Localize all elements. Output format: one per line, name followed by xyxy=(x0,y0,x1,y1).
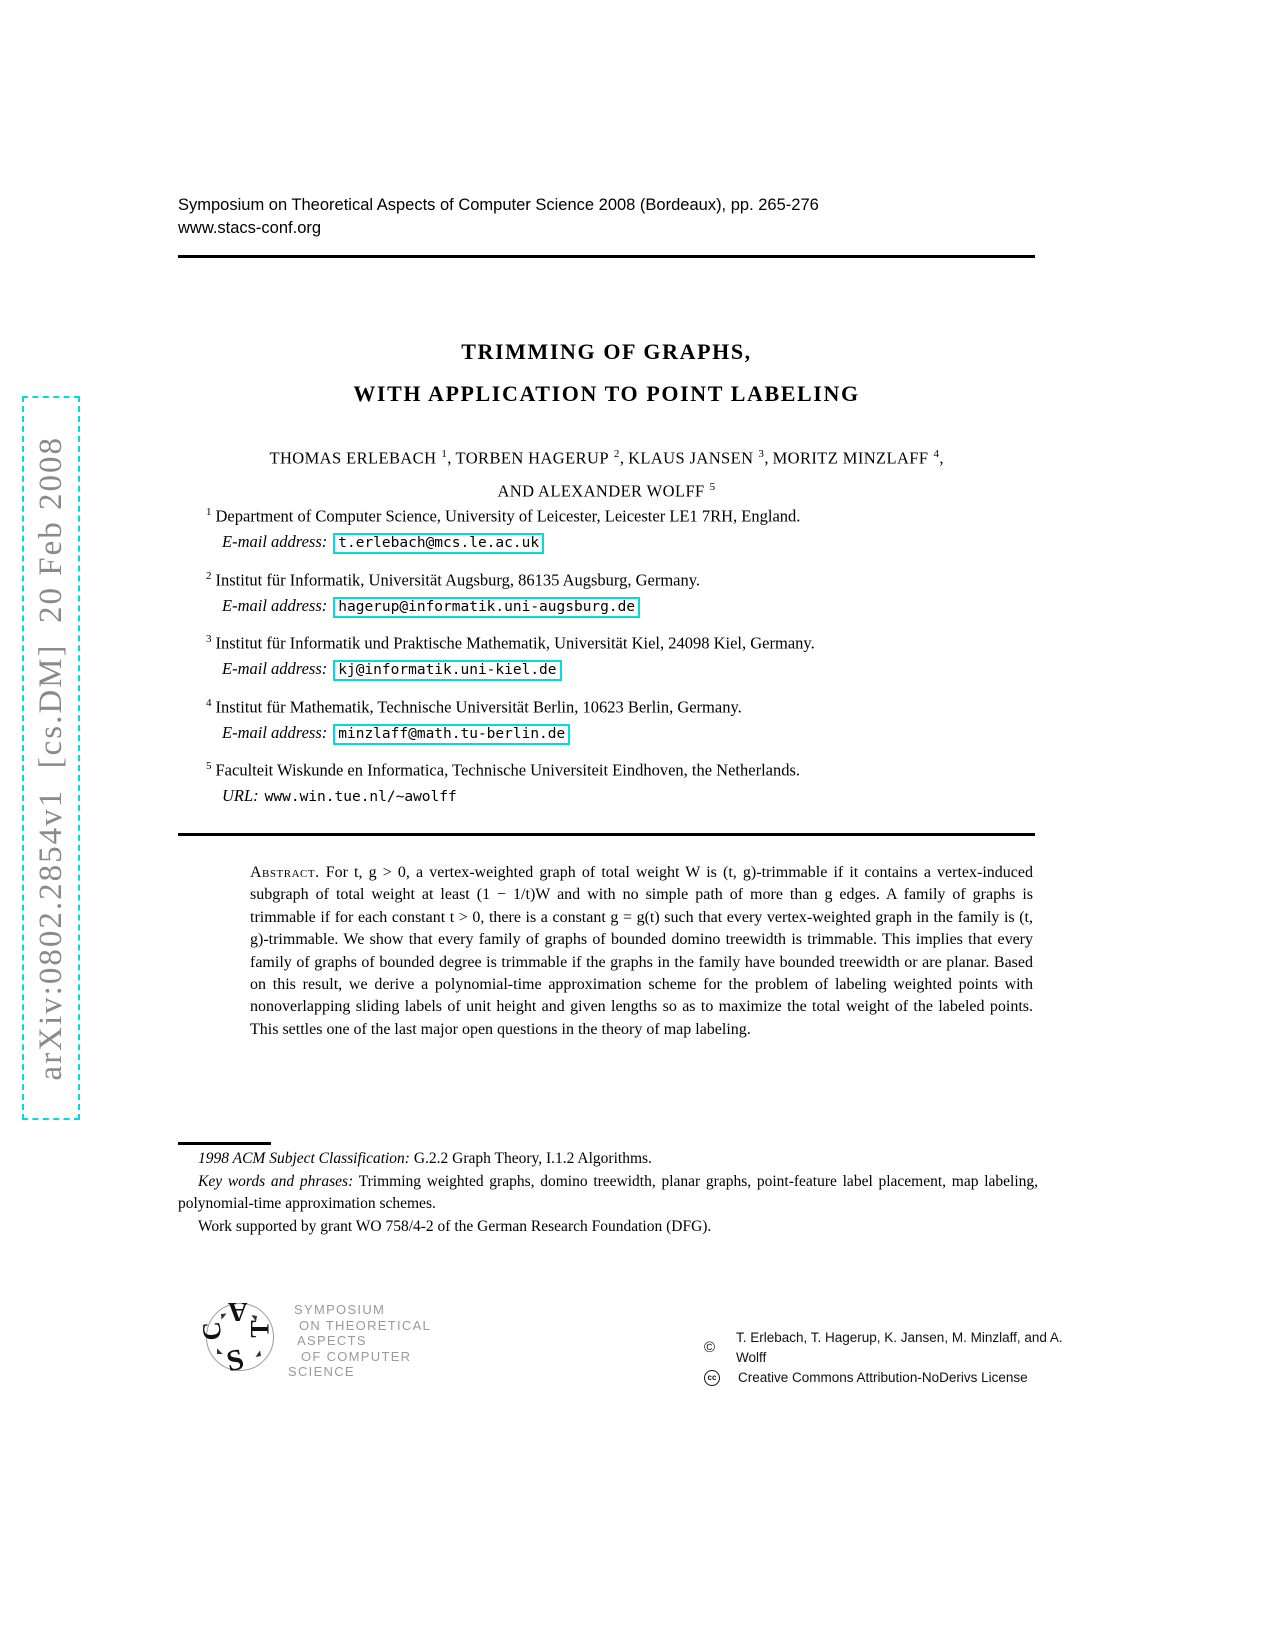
logo-letter-s: S xyxy=(223,1342,247,1379)
acm-classification xyxy=(178,1148,1038,1171)
license-text: Creative Commons Attribution-NoDerivs License xyxy=(738,1370,1028,1385)
author-separator: , xyxy=(447,448,456,468)
logo-letter-c: C xyxy=(196,1320,228,1342)
funding-note xyxy=(178,1216,1038,1239)
conference-url: www.stacs-conf.org xyxy=(178,219,322,237)
affil-text: Institut für Mathematik, Technische Universität Berlin, 10623 Berlin, Germany. xyxy=(215,697,742,716)
copyright-holders: T. Erlebach, T. Hagerup, K. Jansen, M. Minzlaff, and A. Wolff xyxy=(735,1330,1063,1365)
logo-arrow-icon xyxy=(255,1350,266,1361)
logo-letter-t: T xyxy=(245,1320,275,1338)
email-link[interactable]: minzlaff@math.tu-berlin.de xyxy=(333,724,570,745)
email-link[interactable]: kj@informatik.uni-kiel.de xyxy=(333,660,561,681)
email-link[interactable]: hagerup@informatik.uni-augsburg.de xyxy=(333,597,640,618)
author-affil-mark: 5 xyxy=(709,480,716,493)
funding-note-text: Work supported by grant WO 758/4-2 of the German Research Foundation (DFG). xyxy=(198,1217,712,1235)
wordmark-line: ON THEORETICAL xyxy=(299,1317,432,1333)
author-line-1 xyxy=(158,440,1055,473)
abstract-label: Abstract. xyxy=(250,864,320,881)
footnote-block xyxy=(178,1148,1038,1238)
affiliation-list xyxy=(200,500,1040,818)
keywords xyxy=(178,1171,1038,1216)
author-affil-mark: 2 xyxy=(613,448,620,460)
logo-arrow-icon xyxy=(215,1308,226,1319)
affiliation-4 xyxy=(200,691,1040,748)
email-label: E-mail address: xyxy=(222,722,328,742)
keywords-label: Key words and phrases: xyxy=(198,1172,354,1190)
arxiv-identifier: arXiv:0802.2854v1 [cs.DM] 20 Feb 2008 xyxy=(32,435,69,1081)
title-block-rule xyxy=(178,833,1035,836)
email-link[interactable]: t.erlebach@mcs.le.ac.uk xyxy=(333,533,544,554)
abstract-body: For t, g > 0, a vertex-weighted graph of total weight W is (t, g)-trimmable if it contains a vertex-induced subgraph of total weight at least (1 − 1/t)W and with no simple path of more than g edges. A family of graphs is trimmable if for each constant t > 0, there is a constant g = g(t) such that every vertex-weighted graph in the family is (t, g)-trimmable. We show that every family of graphs of bounded domino treewidth is trimmable. This implies that every family of graphs of bounded degree is trimmable if the graphs in the family have bounded treewidth or are planar. Based on this result, we derive a polynomial-time approximation scheme for the problem of labeling weighted points with nonoverlapping sliding labels of unit height and given lengths so as to maximize the total weight of the labeled points. This settles one of the last major open questions in the theory of map labeling. xyxy=(250,864,1033,1038)
arxiv-stamp-box xyxy=(22,396,80,1120)
author-affil-mark: 1 xyxy=(441,448,448,460)
affil-number: 4 xyxy=(206,696,212,709)
affil-number: 3 xyxy=(206,633,212,645)
logo-arrow-icon xyxy=(211,1348,222,1359)
author-affil-mark: 3 xyxy=(758,448,765,460)
email-label: E-mail address: xyxy=(222,532,328,551)
proceedings-header xyxy=(178,194,1035,240)
author-name: MORITZ MINZLAFF xyxy=(772,448,929,468)
logo-letter-a: A xyxy=(228,1297,248,1327)
email-label: E-mail address: xyxy=(222,659,328,678)
url-label: URL: xyxy=(222,786,259,805)
wordmark-line: SCIENCE xyxy=(288,1364,355,1379)
acm-classification-label: 1998 ACM Subject Classification: xyxy=(198,1150,410,1167)
affil-text: Faculteit Wiskunde en Informatica, Technische Universiteit Eindhoven, the Netherlands. xyxy=(215,760,801,780)
affil-number: 1 xyxy=(206,506,212,518)
author-separator: , xyxy=(619,448,629,468)
affiliation-3 xyxy=(200,627,1040,684)
title-line-1: TRIMMING OF GRAPHS, xyxy=(461,339,752,364)
affil-number: 5 xyxy=(206,760,212,772)
email-label: E-mail address: xyxy=(222,595,328,615)
affiliation-1 xyxy=(200,500,1040,557)
affiliation-5 xyxy=(200,754,1040,811)
title-line-2: WITH APPLICATION TO POINT LABELING xyxy=(353,381,860,406)
author-list xyxy=(158,440,1055,505)
stacs-wordmark xyxy=(288,1302,431,1380)
header-rule xyxy=(178,255,1035,258)
author-name: TORBEN HAGERUP xyxy=(455,448,609,468)
proceedings-line: Symposium on Theoretical Aspects of Computer Science 2008 (Bordeaux), pp. 265-276 xyxy=(178,196,819,214)
acm-classification-text: G.2.2 Graph Theory, I.1.2 Algorithms. xyxy=(409,1150,652,1167)
license-line xyxy=(700,1368,1075,1388)
footnote-rule xyxy=(178,1142,271,1145)
abstract xyxy=(250,862,1033,1041)
author-name: KLAUS JANSEN xyxy=(628,448,754,468)
author-affil-mark: 4 xyxy=(933,448,940,460)
stacs-logo xyxy=(192,1297,612,1400)
creative-commons-icon: cc xyxy=(704,1370,720,1386)
affil-text: Institut für Informatik, Universität Augsburg, 86135 Augsburg, Germany. xyxy=(215,570,701,589)
affil-text: Department of Computer Science, University of Leicester, Leicester LE1 7RH, England. xyxy=(215,506,801,526)
affil-number: 2 xyxy=(206,569,212,582)
wordmark-line: SYMPOSIUM xyxy=(294,1302,386,1317)
affil-text: Institut für Informatik und Praktische Mathematik, Universität Kiel, 24098 Kiel, Germany. xyxy=(215,633,815,653)
author-name: AND ALEXANDER WOLFF xyxy=(497,481,705,500)
wordmark-line: ASPECTS xyxy=(297,1333,367,1348)
url-link[interactable]: www.win.tue.nl/~awolff xyxy=(264,789,457,805)
stacs-logo-circle-icon xyxy=(196,1297,275,1379)
affiliation-2 xyxy=(200,564,1040,621)
keywords-text: Trimming weighted graphs, domino treewidth, planar graphs, point-feature label placement, map labeling, polynomial-time approximation schemes. xyxy=(178,1172,1038,1212)
paper-title xyxy=(178,331,1035,415)
copyright-icon: © xyxy=(704,1339,716,1356)
author-separator: , xyxy=(939,448,944,468)
wordmark-line: OF COMPUTER xyxy=(301,1348,412,1364)
author-name: THOMAS ERLEBACH xyxy=(269,448,437,468)
copyright-line xyxy=(700,1328,1075,1368)
copyright-block xyxy=(700,1328,1075,1388)
author-separator: , xyxy=(764,448,773,468)
